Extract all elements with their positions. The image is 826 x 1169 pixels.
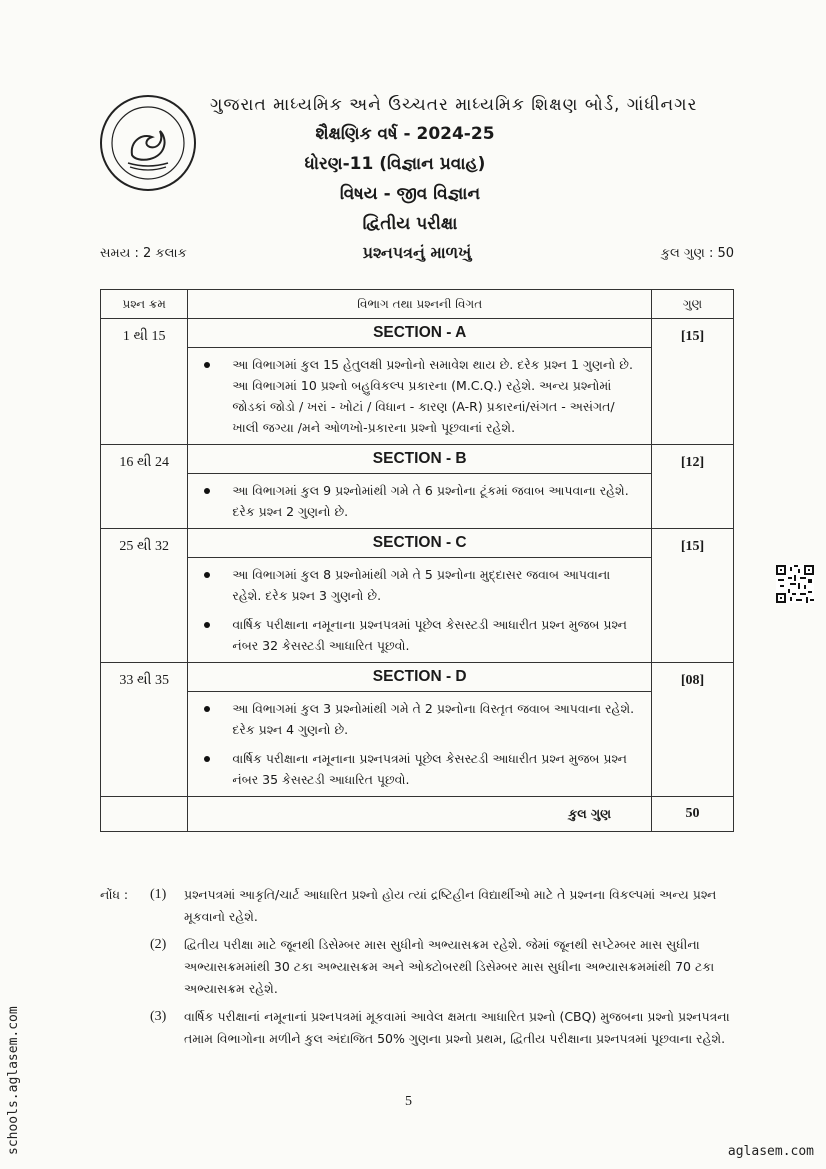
section-d-title: SECTION - D	[188, 663, 652, 692]
list-item: આ વિભાગમાં કુલ 9 પ્રશ્નોમાંથી ગમે તે 6 પ્રશ્નોના ટૂંકમાં જવાબ આપવાના રહેશે. દરેક પ્રશ્ન 2 ગુણનો છે.	[202, 480, 641, 522]
notes	[100, 884, 740, 1056]
section-a-body-row	[101, 348, 734, 445]
section-d-points	[188, 692, 651, 796]
note-item	[100, 934, 740, 1000]
exam-name: દ્વિતીય પરીક્ષા	[362, 214, 458, 234]
list-item: આ વિભાગમાં કુલ 15 હેતુલક્ષી પ્રશ્નોનો સમાવેશ થાય છે. દરેક પ્રશ્ન 1 ગુણનો છે. આ વિભાગમાં 10 પ્રશ્નો બહુવિકલ્પ પ્રકારના (M.C.Q.) રહેશે. અન્ય પ્રશ્નોમાં જોડકાં જોડો / ખરાં - ખોટાં / વિધાન - કારણ (A-R) પ્રકારનાં/સંગત - અસંગત/ ખાલી જગ્યા /મને ઓળખો-પ્રકારના પ્રશ્નો પૂછવાનાં રહેશે.	[202, 354, 641, 438]
section-a-title-row	[101, 319, 734, 348]
meta-row	[100, 244, 734, 264]
exam-time: સમય : 2 કલાક	[100, 246, 187, 261]
section-c-title-row	[101, 529, 734, 558]
header-question-no: પ્રશ્ન ક્રમ	[101, 290, 188, 319]
list-item: આ વિભાગમાં કુલ 8 પ્રશ્નોમાંથી ગમે તે 5 પ્રશ્નોના મુદ્દાસર જવાબ આપવાના રહેશે. દરેક પ્રશ્ન 3 ગુણનો છે.	[202, 564, 641, 606]
list-item: આ વિભાગમાં કુલ 3 પ્રશ્નોમાંથી ગમે તે 2 પ્રશ્નોના વિસ્તૃત જવાબ આપવાના રહેશે. દરેક પ્રશ્ન 4 ગુણનો છે.	[202, 698, 641, 740]
note-text: વાર્ષિક પરીક્ષાનાં નમૂનાનાં પ્રશ્નપત્રમાં મૂકવામાં આવેલ ક્ષમતા આધારિત પ્રશ્નો (CBQ) મુજબના પ્રશ્નો પ્રશ્નપત્રના તમામ વિભાગોના મળીને કુલ અંદાજિત 50% ગુણના પ્રશ્નો પ્રથમ, દ્વિતીય પરીક્ષાના પ્રશ્નપત્રમાં પૂછવાના રહેશે.	[184, 1009, 730, 1046]
section-b-title-row	[101, 445, 734, 474]
notes-label: નોંધ :	[100, 887, 129, 902]
total-value: 50	[652, 797, 734, 832]
section-b-title: SECTION - B	[188, 445, 652, 474]
section-c-title: SECTION - C	[188, 529, 652, 558]
note-item	[100, 1006, 740, 1050]
note-number: (2)	[150, 937, 167, 952]
note-number: (1)	[150, 887, 167, 902]
section-b-body-row	[101, 474, 734, 529]
board-title: ગુજરાત માધ્યમિક અને ઉચ્ચતર માધ્યમિક શિક્ષણ બોર્ડ, ગાંધીનગર	[210, 95, 698, 115]
academic-year: શૈક્ષણિક વર્ષ - 2024-25	[315, 124, 495, 144]
header-marks: ગુણ	[652, 290, 734, 319]
standard-stream: ધોરણ-11 (વિજ્ઞાન પ્રવાહ)	[304, 154, 486, 174]
section-b-points	[188, 474, 651, 528]
blueprint-table	[100, 289, 734, 832]
section-b-marks: [12]	[652, 445, 734, 529]
section-c-marks: [15]	[652, 529, 734, 663]
section-c-points	[188, 558, 651, 662]
note-number: (3)	[150, 1009, 167, 1024]
total-marks: કુલ ગુણ : 50	[660, 246, 734, 261]
board-seal-logo	[100, 95, 196, 191]
watermark-bottom: aglasem.com	[727, 1144, 814, 1159]
section-d-range: 33 થી 35	[101, 663, 188, 797]
header-details: વિભાગ તથા પ્રશ્નની વિગત	[188, 290, 652, 319]
list-item: વાર્ષિક પરીક્ષાના નમૂનાના પ્રશ્નપત્રમાં પૂછેલ કેસસ્ટડી આધારીત પ્રશ્ન મુજબ પ્રશ્ન નંબર 32 કેસસ્ટડી આધારિત પૂછવો.	[202, 614, 641, 656]
section-d-title-row	[101, 663, 734, 692]
note-text: પ્રશ્નપત્રમાં આકૃતિ/ચાર્ટ આધારિત પ્રશ્નો હોય ત્યાં દ્રષ્ટિહીન વિદ્યાર્થીઓ માટે તે પ્રશ્નના વિકલ્પમાં અન્ય પ્રશ્ન મૂકવાનો રહેશે.	[184, 887, 717, 924]
section-b-range: 16 થી 24	[101, 445, 188, 529]
section-a-title: SECTION - A	[188, 319, 652, 348]
total-row	[101, 797, 734, 832]
table-header-row	[101, 290, 734, 319]
section-c-body-row	[101, 558, 734, 663]
section-d-body-row	[101, 692, 734, 797]
total-label: કુલ ગુણ	[188, 797, 652, 832]
page-number: 5	[405, 1094, 412, 1109]
section-a-points	[188, 348, 651, 444]
section-a-range: 1 થી 15	[101, 319, 188, 445]
watermark-side: schools.aglasem.com	[6, 1006, 21, 1155]
blueprint-title: પ્રશ્નપત્રનું માળખું	[362, 243, 472, 262]
list-item: વાર્ષિક પરીક્ષાના નમૂનાના પ્રશ્નપત્રમાં પૂછેલ કેસસ્ટડી આધારીત પ્રશ્ન મુજબ પ્રશ્ન નંબર 35 કેસસ્ટડી આધારિત પૂછવો.	[202, 748, 641, 790]
section-a-marks: [15]	[652, 319, 734, 445]
subject: વિષય - જીવ વિજ્ઞાન	[339, 184, 481, 204]
note-item	[100, 884, 740, 928]
section-d-marks: [08]	[652, 663, 734, 797]
note-text: દ્વિતીય પરીક્ષા માટે જૂનથી ડિસેમ્બર માસ સુધીનો અભ્યાસક્રમ રહેશે. જેમાં જૂનથી સપ્ટેમ્બર માસ સુધીના અભ્યાસક્રમમાંથી 30 ટકા અભ્યાસક્રમ અને ઓક્ટોબરથી ડિસેમ્બર માસ સુધીના અભ્યાસક્રમમાંથી 70 ટકા અભ્યાસક્રમ રહેશે.	[184, 937, 715, 996]
section-c-range: 25 થી 32	[101, 529, 188, 663]
qr-code-icon	[776, 565, 814, 603]
